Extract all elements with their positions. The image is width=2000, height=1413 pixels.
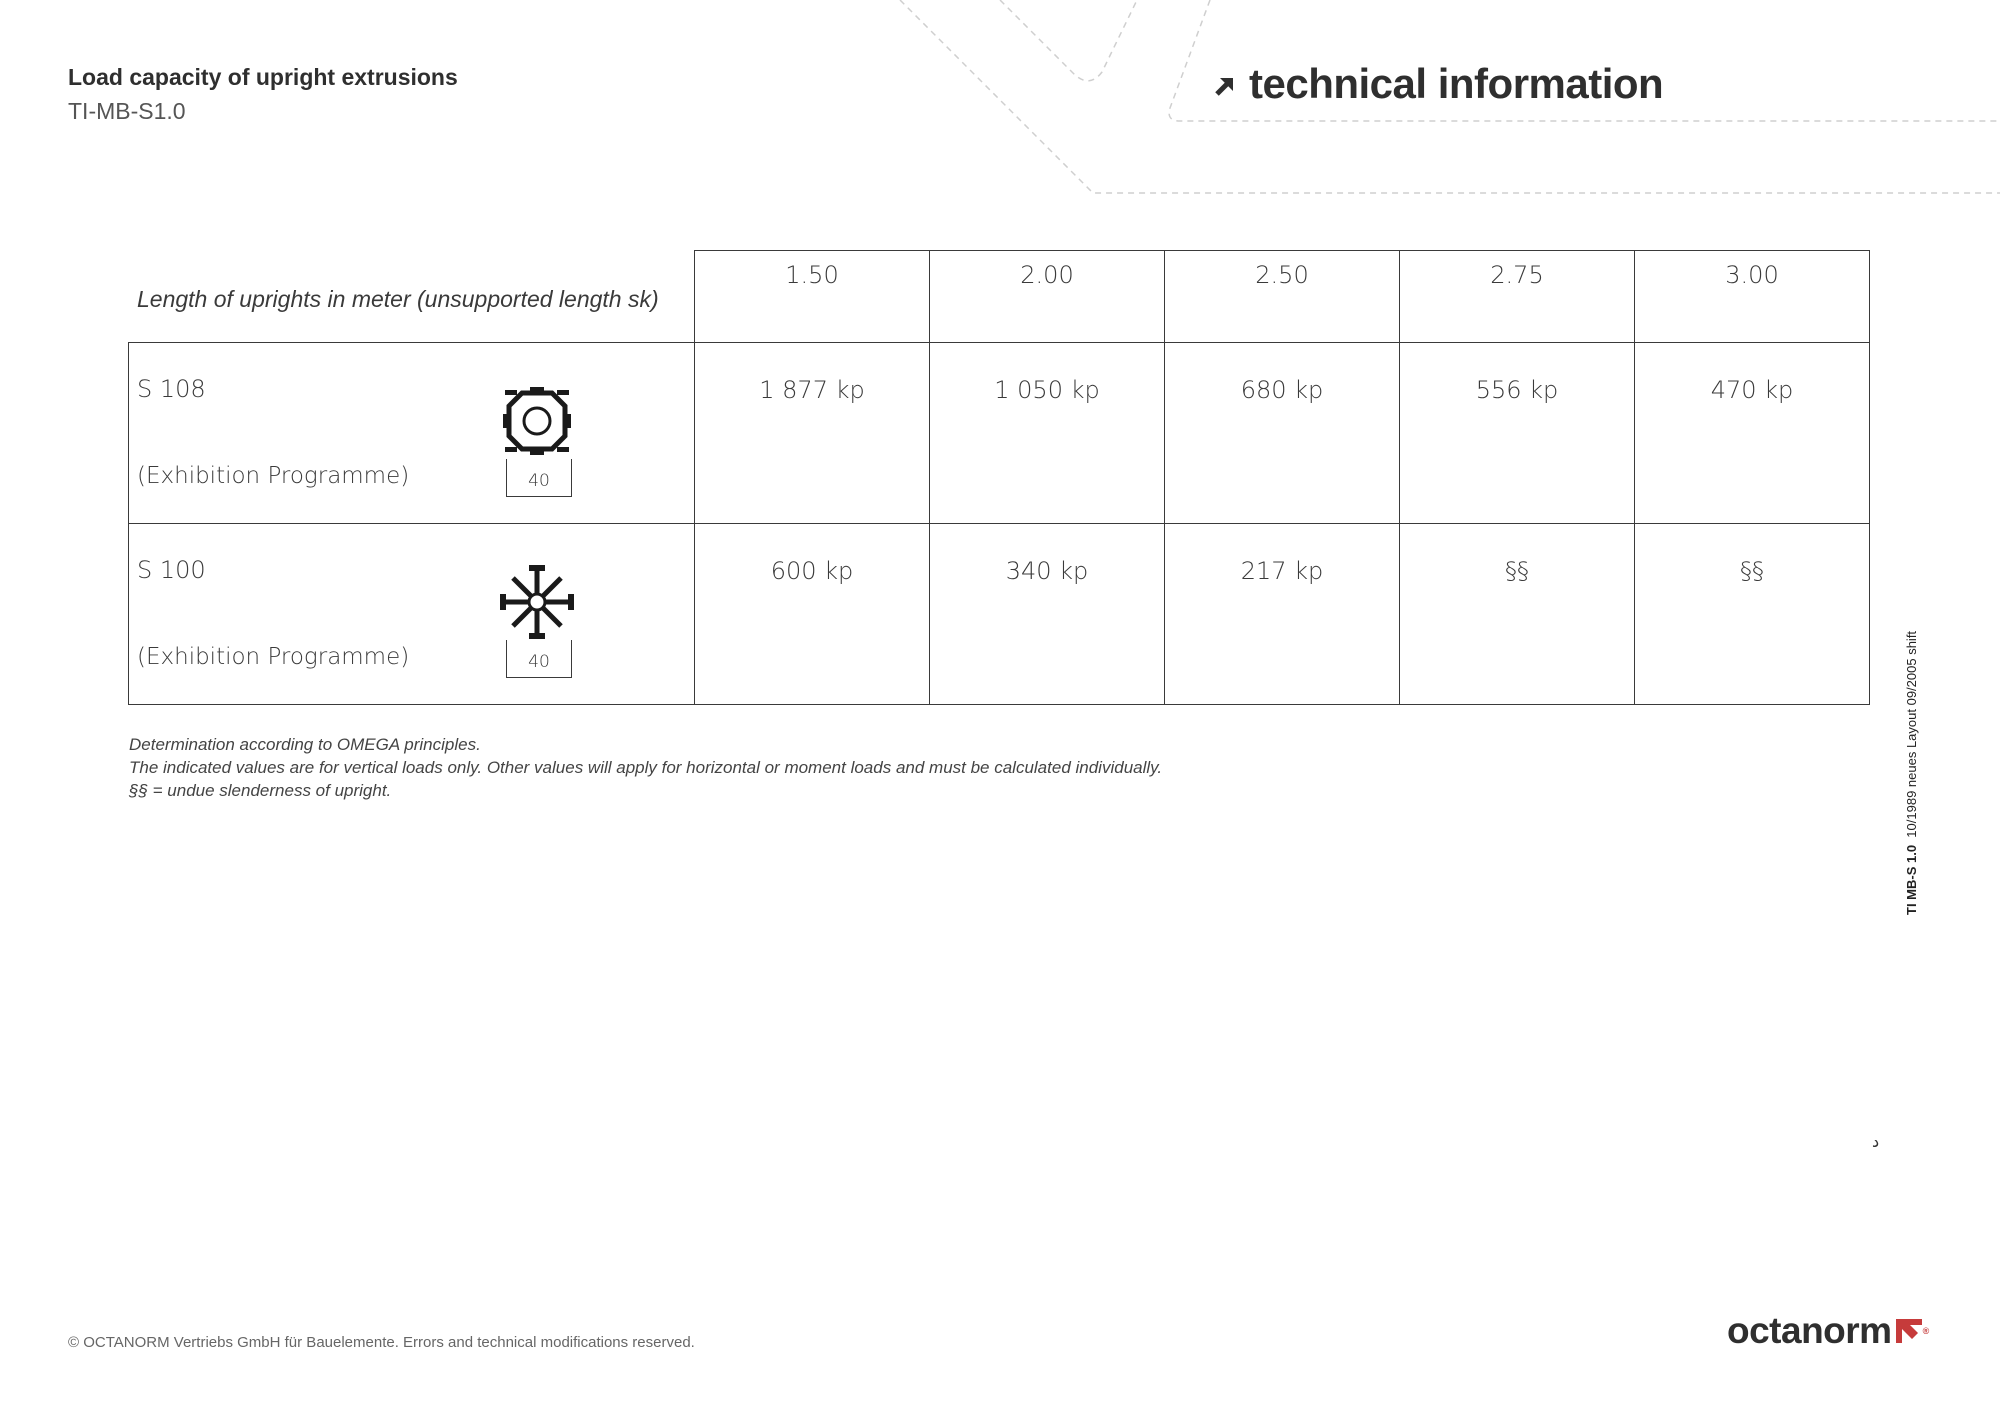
load-value-cell: 1 877 kp bbox=[695, 343, 930, 524]
load-value-cell: 556 kp bbox=[1400, 343, 1635, 524]
footnote: The indicated values are for vertical loads only. Other values will apply for horizontal or moment loads and must be calculated individually. bbox=[129, 758, 1163, 777]
table-row bbox=[129, 524, 1870, 705]
load-value-cell: §§ bbox=[1635, 524, 1870, 705]
octanorm-logo bbox=[1727, 1310, 1929, 1352]
load-value-cell: 217 kp bbox=[1165, 524, 1400, 705]
load-capacity-table bbox=[128, 250, 1870, 705]
load-value-cell: 470 kp bbox=[1635, 343, 1870, 524]
load-value-cell: 340 kp bbox=[930, 524, 1165, 705]
arrow-up-right-icon bbox=[1213, 60, 1237, 108]
revision-history: 10/1989 neues Layout 09/2005 shift bbox=[1904, 630, 1919, 838]
revision-code: TI MB-S 1.0 bbox=[1904, 844, 1919, 915]
decorative-dashed-lines bbox=[0, 0, 2000, 200]
profile-dimension: 40 bbox=[506, 640, 572, 678]
footnotes bbox=[129, 733, 1162, 802]
vertical-revision-note bbox=[1904, 631, 1919, 915]
load-value-cell: 680 kp bbox=[1165, 343, 1400, 524]
s108-profile-icon bbox=[497, 381, 577, 465]
length-header-cell: 2.00 bbox=[930, 251, 1165, 343]
footer-copyright: © OCTANORM Vertriebs GmbH für Bauelemente. Errors and technical modifications reserved. bbox=[68, 1334, 695, 1351]
load-value-cell: §§ bbox=[1400, 524, 1635, 705]
length-header-cell: 3.00 bbox=[1635, 251, 1870, 343]
header-label-cell bbox=[129, 251, 695, 343]
length-header-label: Length of uprights in meter (unsupported length sk) bbox=[137, 286, 659, 312]
registered-mark: ® bbox=[1922, 1326, 1929, 1336]
table-row bbox=[129, 343, 1870, 524]
profile-cell bbox=[129, 343, 695, 524]
document-code: TI-MB-S1.0 bbox=[68, 98, 186, 124]
technical-information-label: technical information bbox=[1249, 60, 1664, 107]
small-mark: ﺩ bbox=[1872, 1134, 1880, 1151]
profile-cell bbox=[129, 524, 695, 705]
load-value-cell: 600 kp bbox=[695, 524, 930, 705]
table-header-row bbox=[129, 251, 1870, 343]
profile-name: S 100 bbox=[137, 556, 206, 584]
profile-name: S 108 bbox=[137, 375, 206, 403]
profile-dimension: 40 bbox=[506, 459, 572, 497]
footnote: §§ = undue slenderness of upright. bbox=[129, 781, 392, 800]
profile-programme: (Exhibition Programme) bbox=[137, 644, 410, 670]
length-header-cell: 2.75 bbox=[1400, 251, 1635, 343]
load-value-cell: 1 050 kp bbox=[930, 343, 1165, 524]
logo-text: octanorm bbox=[1727, 1310, 1892, 1351]
logo-mark-icon bbox=[1896, 1310, 1922, 1352]
length-header-cell: 1.50 bbox=[695, 251, 930, 343]
footnote: Determination according to OMEGA principles. bbox=[129, 735, 481, 754]
length-header-cell: 2.50 bbox=[1165, 251, 1400, 343]
s100-profile-icon bbox=[497, 562, 577, 646]
document-title: Load capacity of upright extrusions bbox=[68, 64, 458, 90]
profile-programme: (Exhibition Programme) bbox=[137, 463, 410, 489]
technical-information-heading bbox=[1213, 60, 1663, 108]
